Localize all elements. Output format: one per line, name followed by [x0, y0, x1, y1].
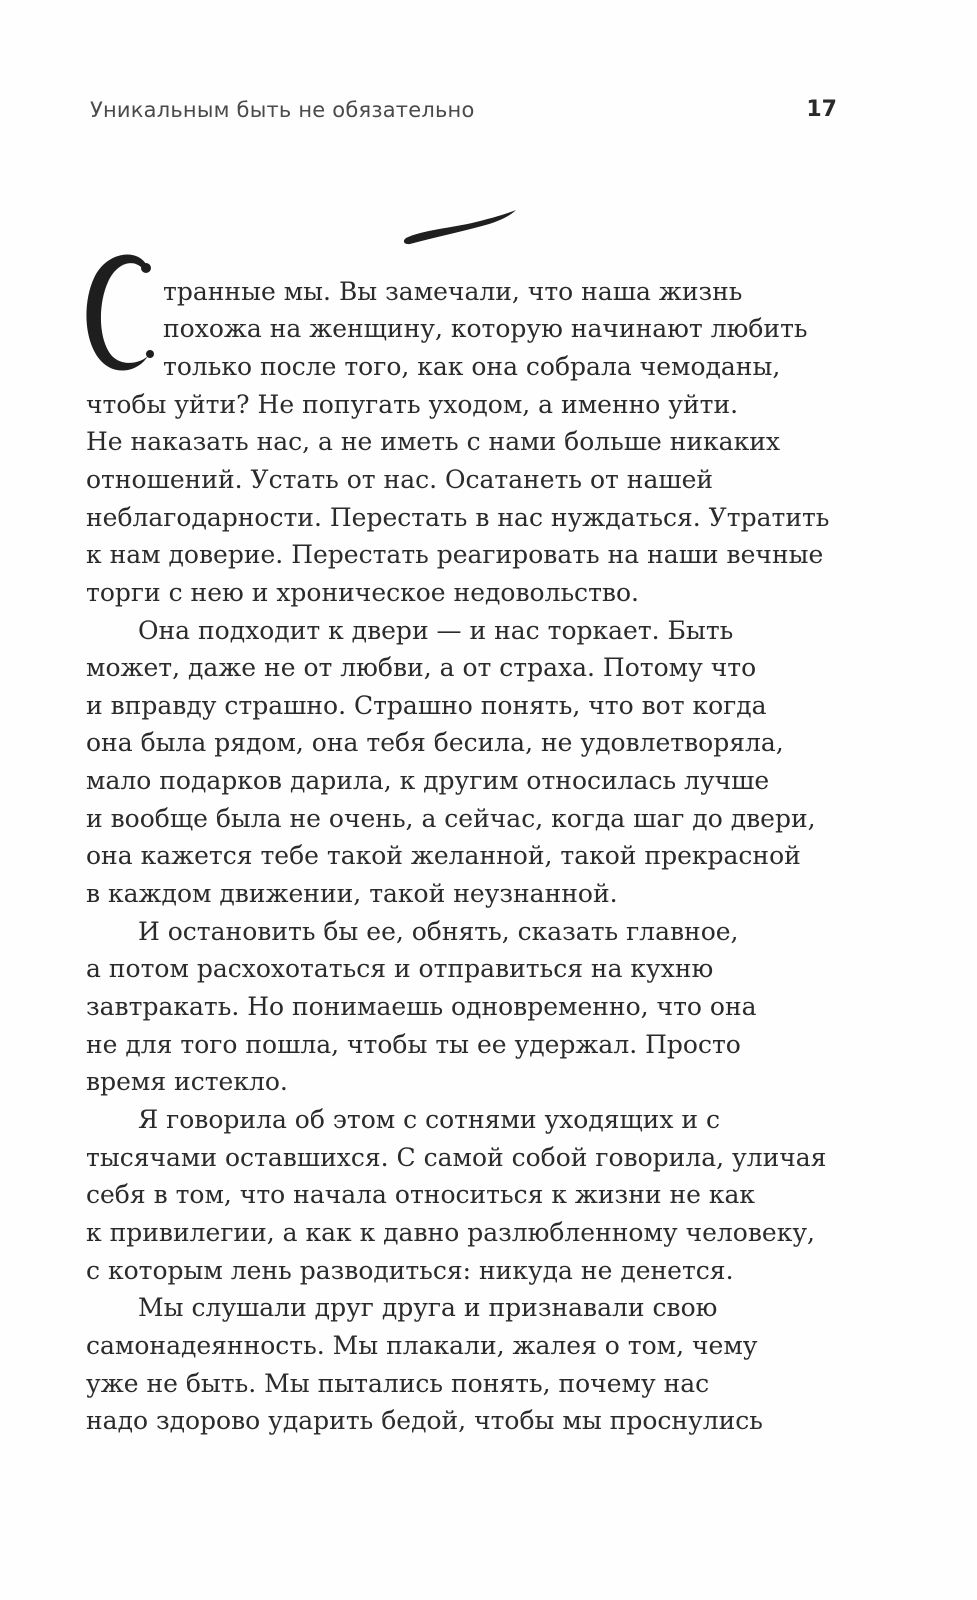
- text-line: к привилегии, а как к давно разлюбленному человеку,: [86, 1218, 815, 1247]
- text-line: чтобы уйти? Не попугать уходом, а именно уйти.: [86, 390, 739, 419]
- running-title: Уникальным быть не обязательно: [90, 98, 475, 122]
- text-line: Мы слушали друг друга и признавали свою: [138, 1293, 718, 1322]
- text-line: И остановить бы ее, обнять, сказать главное,: [138, 917, 739, 946]
- text-line: может, даже не от любви, а от страха. Потому что: [86, 653, 757, 682]
- ink-dash-ornament-icon: [402, 204, 518, 248]
- text-line: похожа на женщину, которую начинают любить: [163, 314, 808, 343]
- text-line: мало подарков дарила, к другим относилась лучше: [86, 766, 770, 795]
- text-line: не для того пошла, чтобы ты ее удержал. Просто: [86, 1030, 741, 1059]
- text-line: в каждом движении, такой неузнанной.: [86, 879, 618, 908]
- text-line: она была рядом, она тебя бесила, не удовлетворяла,: [86, 728, 784, 757]
- text-line: неблагодарности. Перестать в нас нуждаться. Утратить: [86, 503, 830, 532]
- text-line: с которым лень разводиться: никуда не денется.: [86, 1256, 734, 1285]
- text-line: себя в том, что начала относиться к жизни не как: [86, 1180, 756, 1209]
- text-line: время истекло.: [86, 1067, 288, 1096]
- page-number: 17: [806, 97, 837, 122]
- text-line: тысячами оставшихся. С самой собой говорила, уличая: [86, 1143, 827, 1172]
- text-line: Не наказать нас, а не иметь с нами больше никаких: [86, 427, 780, 456]
- text-line: к нам доверие. Перестать реагировать на наши вечные: [86, 540, 824, 569]
- drop-cap: [80, 248, 160, 378]
- text-line: транные мы. Вы замечали, что наша жизнь: [163, 277, 743, 306]
- text-line: самонадеянность. Мы плакали, жалея о том, чему: [86, 1331, 758, 1360]
- text-line: Она подходит к двери — и нас торкает. Быть: [138, 616, 734, 645]
- text-line: отношений. Устать от нас. Осатанеть от нашей: [86, 465, 714, 494]
- text-line: торги с нею и хроническое недовольство.: [86, 578, 639, 607]
- text-line: она кажется тебе такой желанной, такой прекрасной: [86, 841, 801, 870]
- text-line: надо здорово ударить бедой, чтобы мы проснулись: [86, 1406, 763, 1435]
- text-line: а потом расхохотаться и отправиться на кухню: [86, 954, 714, 983]
- text-line: и вообще была не очень, а сейчас, когда шаг до двери,: [86, 804, 816, 833]
- text-line: Я говорила об этом с сотнями уходящих и с: [138, 1105, 721, 1134]
- text-line: только после того, как она собрала чемоданы,: [163, 352, 781, 381]
- text-line: и вправду страшно. Страшно понять, что вот когда: [86, 691, 767, 720]
- text-line: завтракать. Но понимаешь одновременно, что она: [86, 992, 757, 1021]
- text-line: уже не быть. Мы пытались понять, почему нас: [86, 1369, 710, 1398]
